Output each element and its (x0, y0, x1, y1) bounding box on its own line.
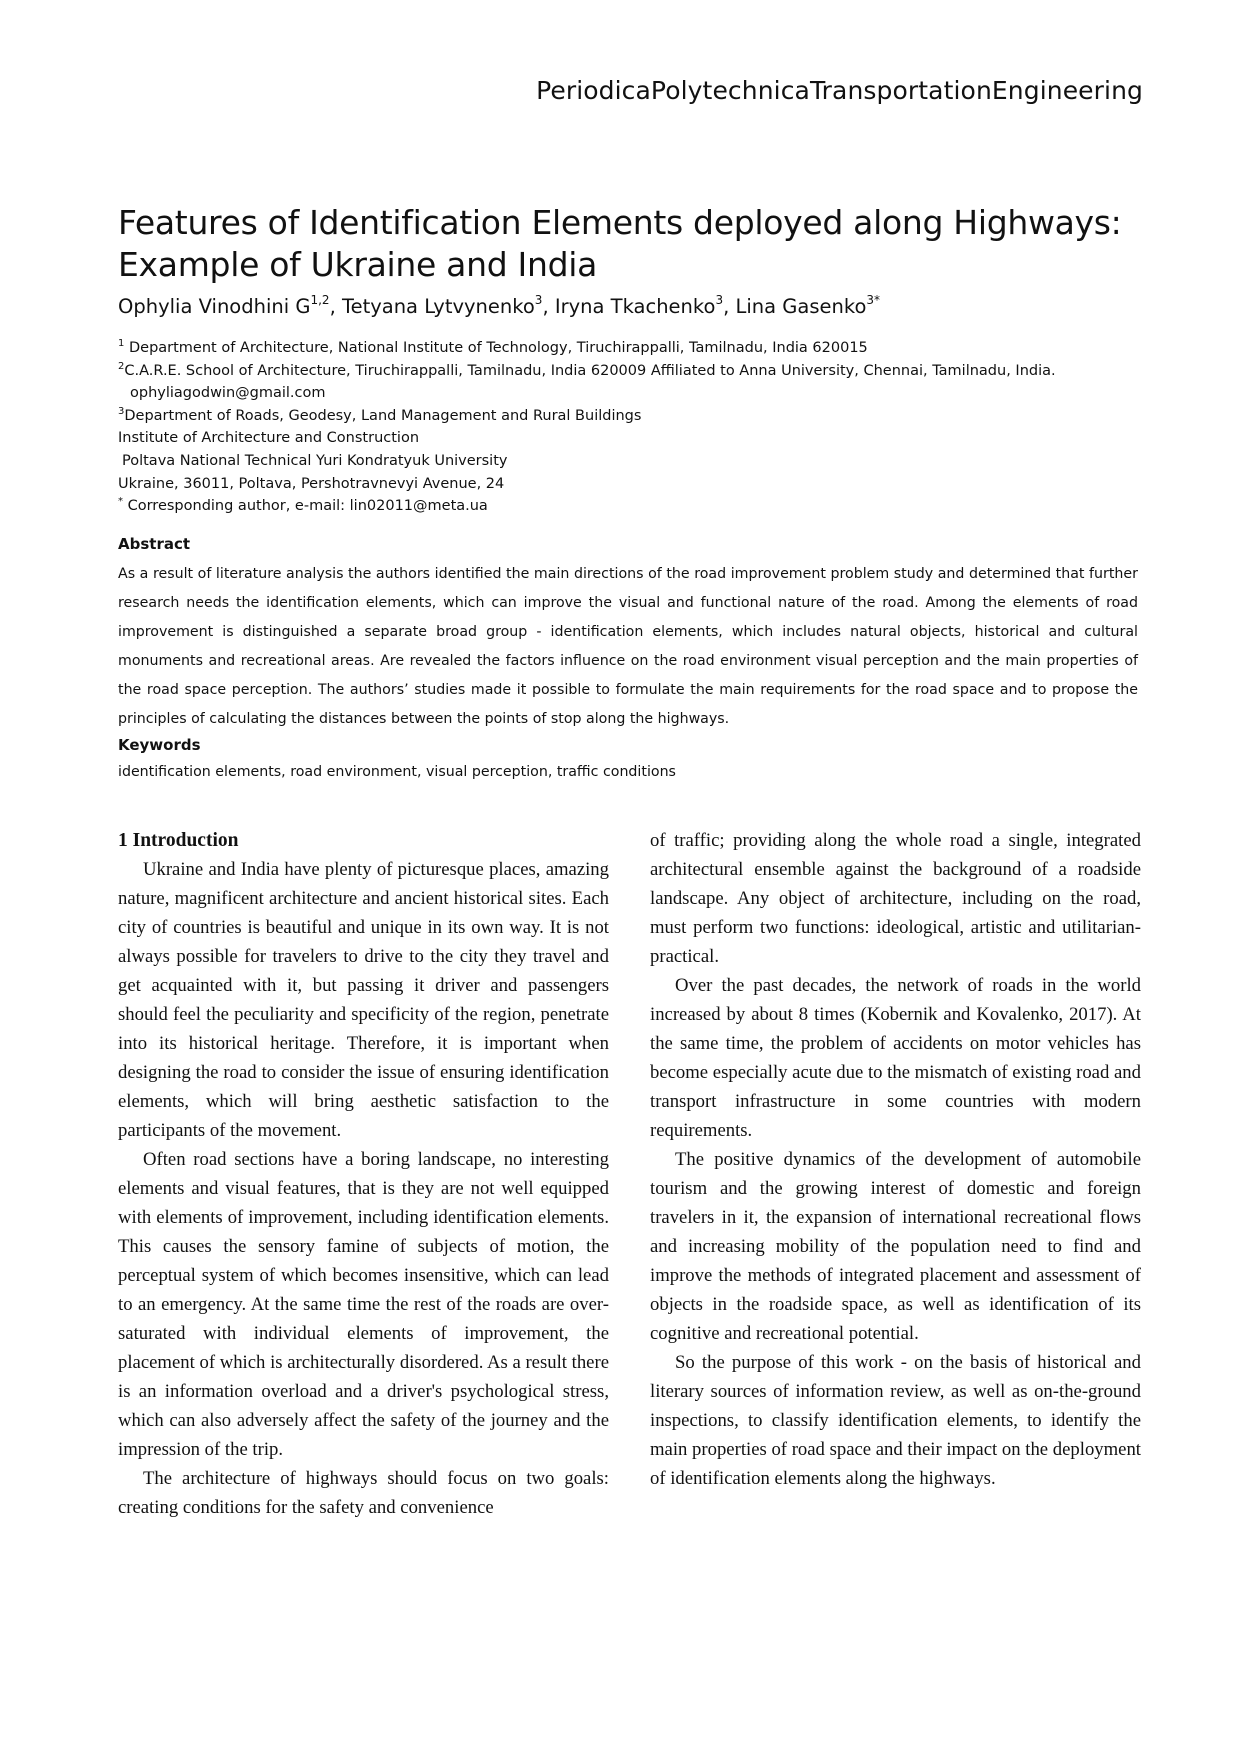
author-name: Lina Gasenko (735, 295, 867, 318)
author-affiliation-sup: 1,2 (310, 293, 330, 307)
corresponding-author (118, 495, 1138, 518)
abstract-text: As a result of literature analysis the authors identified the main directions of the road improvement problem study and determined that further research needs the identification elements, which can improve the visual and functional nature of the road. Among the elements of road improvement is distinguished a separate broad group - identification elements, which includes natural objects, historical and cultural monuments and recreational areas. Are revealed the factors influence on the road environment visual perception and the main properties of the road space perception. The authors’ studies made it possible to formulate the main requirements for the road space and to propose the principles of calculating the distances between the points of stop along the highways. (118, 566, 1138, 727)
author-name: Ophylia Vinodhini G (118, 295, 311, 318)
keywords-text: identification elements, road environment, visual perception, traffic conditions (118, 764, 676, 780)
keywords-heading: Keywords (118, 736, 201, 754)
affiliation-text: Department of Architecture, National Institute of Technology, Tiruchirappalli, Tamilnadu, India 620015 (128, 340, 868, 356)
author-affiliation-sup: 3 (715, 293, 724, 307)
body-paragraph: The architecture of highways should focus on two goals: creating conditions for the safety and convenience (118, 1468, 609, 1518)
affiliation-text: Department of Roads, Geodesy, Land Management and Rural Buildings (124, 407, 642, 424)
body-column-right (650, 826, 1141, 1493)
abstract-heading: Abstract (118, 535, 191, 553)
body-paragraph: So the purpose of this work - on the basis of historical and literary sources of information review, as well as on-the-ground inspections, to classify identification elements, to identify the main properties of road space and their impact on the deployment of identification elements along the highways. (650, 1352, 1141, 1489)
affiliation-3-institute: Institute of Architecture and Construction (118, 430, 420, 447)
corresponding-text: Corresponding author, e-mail: lin02011@meta.ua (127, 498, 488, 515)
author-affiliation-sup: 3* (866, 293, 881, 307)
affiliation-sup: 3 (118, 405, 125, 417)
section-heading-introduction: 1 Introduction (118, 830, 239, 851)
title-line-1: Features of Identification Elements deployed along Highways: (118, 203, 1122, 242)
affiliation-1 (118, 337, 1138, 360)
title-line-2: Example of Ukraine and India (118, 245, 598, 284)
affiliation-text: C.A.R.E. School of Architecture, Tiruchirappalli, Tamilnadu, India 620009 Affiliated to Anna University, Chennai, Tamilnadu, India. (124, 362, 1056, 379)
affiliation-3 (118, 405, 1138, 428)
author-list: Ophylia Vinodhini G$^{1,2}$, Tetyana Lytvynenko$^3$, Iryna Tkachenko$^3$, Lina Gasenko$^{3*}$ (118, 293, 881, 318)
journal-header: PeriodicaPolytechnicaTransportationEngineering (536, 76, 1143, 105)
affiliation-sup: 2 (118, 360, 125, 372)
affiliations (118, 337, 1138, 518)
author-email: ophyliagodwin@gmail.com (130, 385, 326, 402)
author-name: Iryna Tkachenko (554, 295, 716, 318)
body-paragraph: Often road sections have a boring landscape, no interesting elements and visual features, that is they are not well equipped with elements of improvement, including identification elements. This causes the sensory famine of subjects of motion, the perceptual system of which becomes insensitive, which can lead to an emergency. At the same time the rest of the roads are over-saturated with individual elements of improvement, the placement of which is architecturally disordered. As a result there is an information overload and a driver's psychological stress, which can also adversely affect the safety of the journey and the impression of the trip. (118, 1149, 609, 1460)
affiliation-3-university: Poltava National Technical Yuri Kondratyuk University (122, 452, 508, 469)
affiliation-sup: 1 (118, 338, 125, 349)
body-paragraph: Over the past decades, the network of roads in the world increased by about 8 times (Kobernik and Kovalenko, 2017). At the same time, the problem of accidents on motor vehicles has become especially acute due to the mismatch of existing road and transport infrastructure in some countries with modern requirements. (650, 975, 1141, 1141)
affiliation-3-address: Ukraine, 36011, Poltava, Pershotravnevyi Avenue, 24 (118, 475, 505, 492)
body-paragraph-continued: of traffic; providing along the whole road a single, integrated architectural ensemble against the background of a roadside landscape. Any object of architecture, including on the road, must perform two functions: ideological, artistic and utilitarian-practical. (650, 830, 1141, 967)
body-paragraph: Ukraine and India have plenty of picturesque places, amazing nature, magnificent architecture and ancient historical sites. Each city of countries is beautiful and unique in its own way. It is not always possible for travelers to drive to the city they travel and get acquainted with it, but passing it driver and passengers should feel the peculiarity and specificity of the region, penetrate into its historical heritage. Therefore, it is important when designing the road to consider the issue of ensuring identification elements, which will bring aesthetic satisfaction to the participants of the movement. (118, 859, 609, 1141)
affiliation-2 (118, 360, 1138, 383)
corresponding-sup: * (118, 496, 123, 508)
author-affiliation-sup: 3 (534, 293, 543, 307)
paper-title (118, 202, 1128, 286)
body-column-left (118, 826, 609, 1522)
author-name: Tetyana Lytvynenko (341, 295, 535, 318)
body-paragraph: The positive dynamics of the development of automobile tourism and the growing interest of domestic and foreign travelers in it, the expansion of international recreational flows and increasing mobility of the population need to find and improve the methods of integrated placement and assessment of objects in the roadside space, as well as identification of its cognitive and recreational potential. (650, 1149, 1141, 1344)
